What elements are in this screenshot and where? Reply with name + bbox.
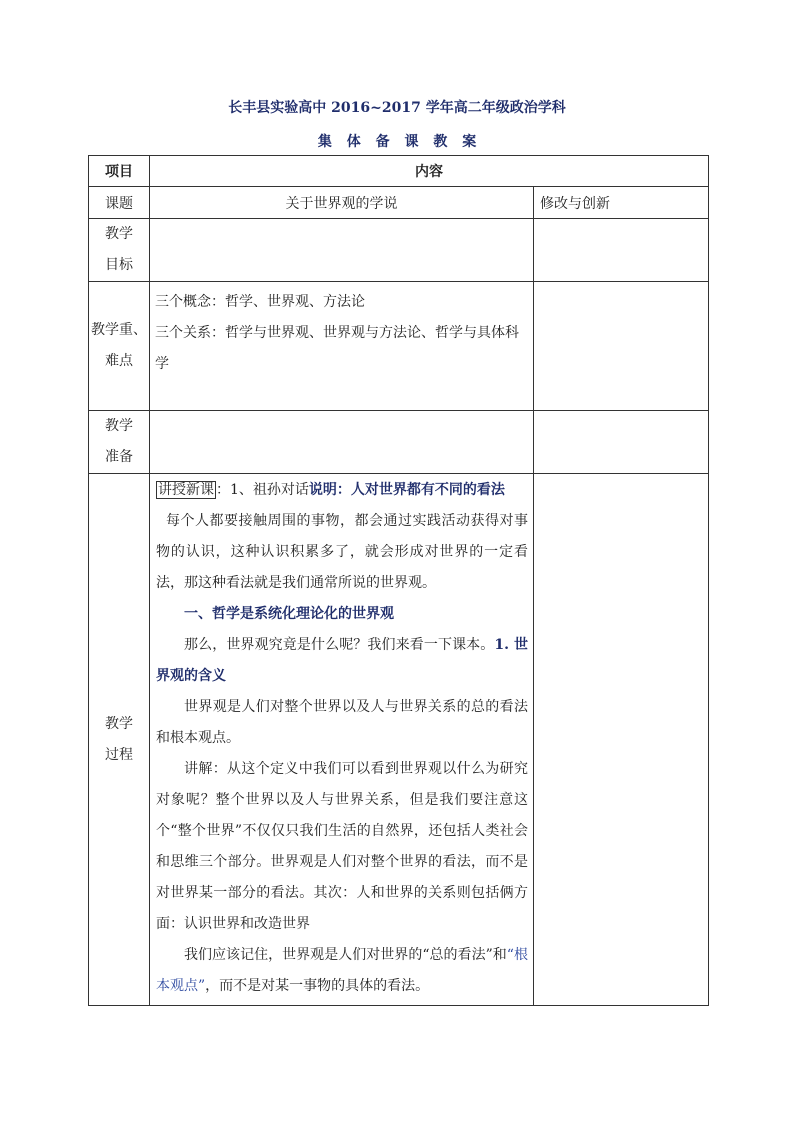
subtitle-char: 集 — [317, 134, 332, 150]
topic-row — [89, 187, 709, 219]
process-label — [89, 474, 150, 1006]
key-points-row — [89, 282, 709, 411]
subtitle-char: 体 — [346, 134, 361, 150]
key-revise — [534, 282, 709, 411]
revise-label: 修改与创新 — [534, 187, 709, 219]
process-label-line: 教学 — [105, 715, 133, 732]
process-revise — [534, 474, 709, 1006]
paragraph: 每个人都要接触周围的事物，都会通过实践活动获得对事物的认识，这种认识积累多了，就会形成对世界的一定看法，那这种看法就是我们通常所说的世界观。 — [156, 513, 528, 591]
prep-content — [150, 411, 534, 474]
goal-label-line: 目标 — [105, 257, 133, 273]
process-row — [89, 474, 709, 1006]
goal-revise — [534, 219, 709, 282]
new-lesson-box: 讲授新课 — [158, 482, 214, 498]
paragraph — [156, 630, 528, 692]
paragraph: 世界观是人们对整个世界以及人与世界关系的总的看法和根本观点。 — [156, 699, 528, 746]
document-subtitle — [0, 131, 794, 151]
paragraph-text: 我们应该记住，世界观是人们对世界的“总的看法”和 — [184, 947, 507, 963]
subheading: 1. 世界观的含义 — [156, 637, 528, 684]
table-header-row — [89, 156, 709, 187]
prep-revise — [534, 411, 709, 474]
paragraph-text: 那么，世界观究竟是什么呢？我们来看一下课本。 — [184, 637, 495, 653]
topic-label: 课题 — [89, 187, 150, 219]
subtitle-char: 教 — [433, 134, 448, 150]
prep-label — [89, 411, 150, 474]
paragraph — [156, 940, 528, 1002]
header-item: 项目 — [89, 156, 150, 187]
process-content — [150, 474, 534, 1006]
key-label-line: 教学重、 — [91, 322, 147, 338]
process-intro — [156, 475, 528, 506]
prep-label-line: 准备 — [105, 449, 133, 465]
key-line: 三个概念：哲学、世界观、方法论 — [155, 294, 365, 310]
subtitle-char: 课 — [404, 134, 419, 150]
key-label — [89, 282, 150, 411]
intro-emphasis: 说明：人对世界都有不同的看法 — [308, 482, 505, 498]
section-heading: 一、哲学是系统化理论化的世界观 — [184, 606, 394, 622]
key-content — [150, 282, 534, 411]
goal-row — [89, 219, 709, 282]
intro-text: ：1、祖孙对话 — [216, 482, 309, 498]
lesson-plan-table — [88, 155, 709, 1006]
goal-label — [89, 219, 150, 282]
prep-label-line: 教学 — [105, 418, 133, 434]
topic-value: 关于世界观的学说 — [150, 187, 534, 219]
goal-label-line: 教学 — [105, 226, 133, 242]
subtitle-char: 备 — [375, 134, 390, 150]
subtitle-char: 案 — [462, 134, 477, 150]
key-label-line: 难点 — [105, 353, 133, 369]
header-content: 内容 — [150, 156, 709, 187]
paragraph-text: ，而不是对某一事物的具体的看法。 — [205, 978, 430, 994]
document-title: 长丰县实验高中 2016~2017 学年高二年级政治学科 — [228, 100, 566, 116]
quoted-term: “根本观点” — [156, 947, 528, 994]
process-label-line: 过程 — [105, 746, 133, 763]
prep-row — [89, 411, 709, 474]
paragraph: 讲解：从这个定义中我们可以看到世界观以什么为研究对象呢？整个世界以及人与世界关系，但是我们要注意这个“整个世界”不仅仅只我们生活的自然界，还包括人类社会和思维三个部分。世界观是人们对整个世界的看法，而不是对世界某一部分的看法。其次：人和世界的关系则包括俩方面：认识世界和改造世界 — [156, 761, 528, 932]
goal-content — [150, 219, 534, 282]
key-line: 三个关系：哲学与世界观、世界观与方法论、哲学与具体科学 — [155, 325, 519, 372]
